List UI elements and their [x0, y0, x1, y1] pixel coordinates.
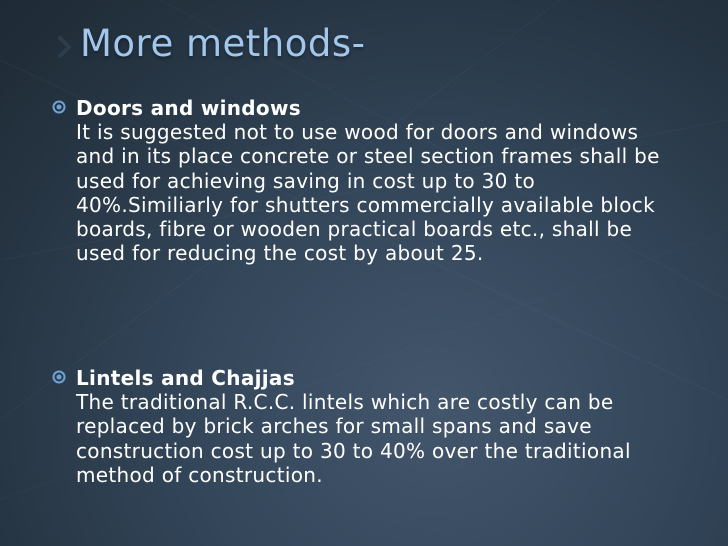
slide-title: More methods- — [80, 22, 366, 65]
circled-bullet-icon — [52, 370, 66, 384]
chevron-right-icon — [58, 36, 72, 58]
bullet-heading: Doors and windows — [76, 96, 301, 120]
bullet-heading: Lintels and Chajjas — [76, 366, 295, 390]
bullet-body: The traditional R.C.C. lintels which are costly can be replaced by brick arches for small spans and save construction cost up to 30 to 40% over the traditional method of construction. — [76, 390, 631, 487]
bullet-item-lintels-chajjas — [52, 366, 664, 487]
bullet-item-doors-windows — [52, 96, 664, 265]
bullet-body: It is suggested not to use wood for doors and windows and in its place concrete or steel section frames shall be used for achieving saving in cost up to 30 to 40%.Similiarly for shutters commercially available block boards, fibre or wooden practical boards etc., shall be used for reducing the cost by about 25. — [76, 120, 660, 266]
circled-bullet-icon — [52, 100, 66, 114]
